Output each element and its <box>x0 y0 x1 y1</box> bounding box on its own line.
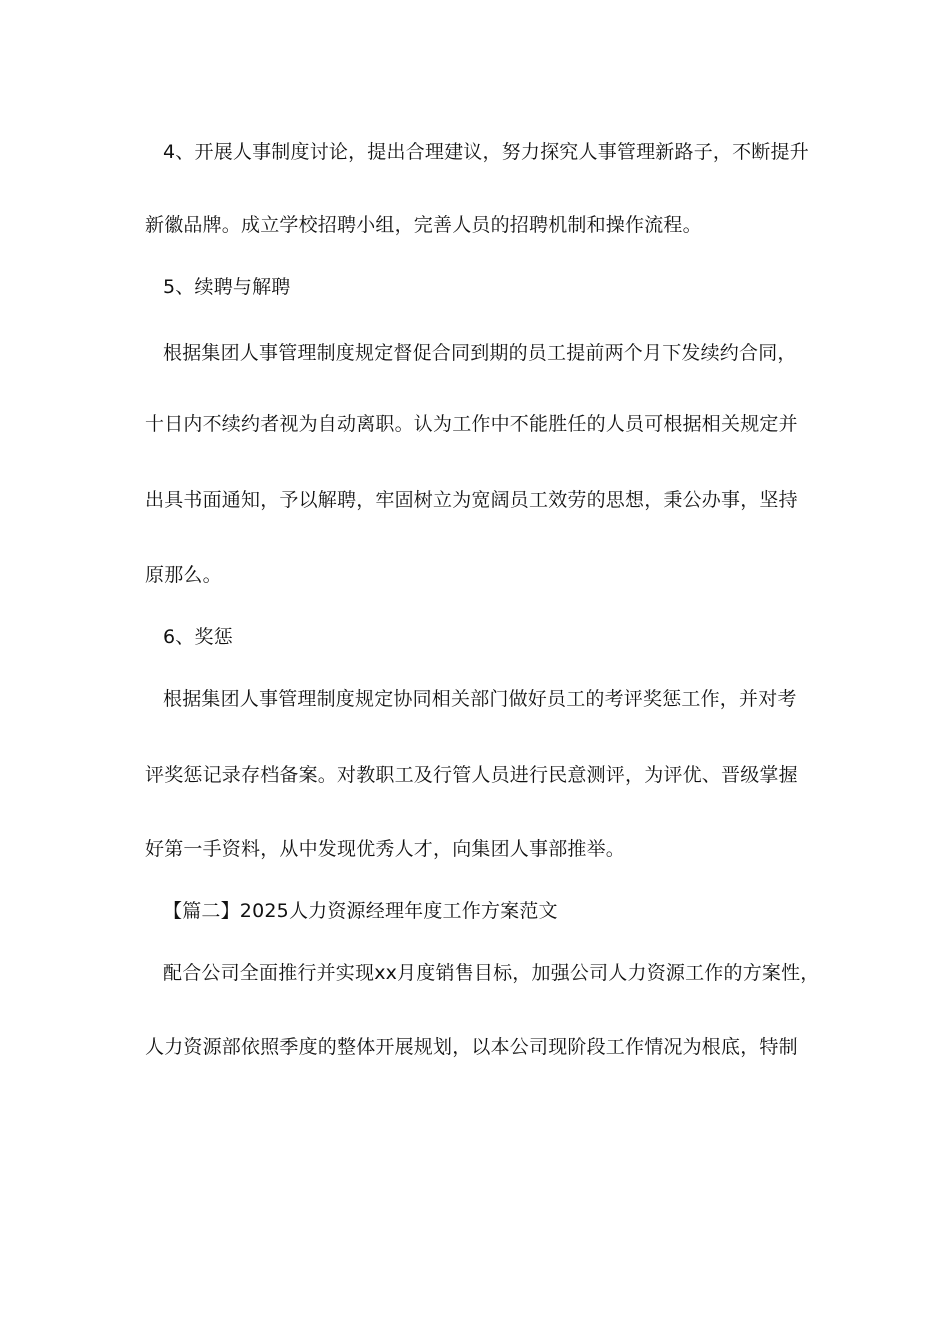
section-heading: 6、奖惩 <box>163 626 233 648</box>
paragraph-line: 出具书面通知，予以解聘，牢固树立为宽阔员工效劳的思想，秉公办事，坚持 <box>145 489 798 511</box>
paragraph-line: 人力资源部依照季度的整体开展规划，以本公司现阶段工作情况为根底，特制 <box>145 1036 798 1058</box>
section-heading: 5、续聘与解聘 <box>163 276 291 298</box>
paragraph-line: 好第一手资料，从中发现优秀人才，向集团人事部推举。 <box>145 838 626 860</box>
section-title: 【篇二】2025人力资源经理年度工作方案范文 <box>163 900 558 922</box>
paragraph-line: 十日内不续约者视为自动离职。认为工作中不能胜任的人员可根据相关规定并 <box>145 413 798 435</box>
paragraph-line: 4、开展人事制度讨论，提出合理建议，努力探究人事管理新路子，不断提升 <box>163 141 809 163</box>
paragraph-line: 新徽品牌。成立学校招聘小组，完善人员的招聘机制和操作流程。 <box>145 214 702 236</box>
paragraph-line: 配合公司全面推行并实现xx月度销售目标，加强公司人力资源工作的方案性， <box>163 962 820 984</box>
paragraph-line: 评奖惩记录存档备案。对教职工及行管人员进行民意测评，为评优、晋级掌握 <box>145 764 798 786</box>
paragraph-line: 根据集团人事管理制度规定督促合同到期的员工提前两个月下发续约合同， <box>163 342 797 364</box>
paragraph-line: 根据集团人事管理制度规定协同相关部门做好员工的考评奖惩工作，并对考 <box>163 688 797 710</box>
paragraph-line: 原那么。 <box>145 564 222 586</box>
